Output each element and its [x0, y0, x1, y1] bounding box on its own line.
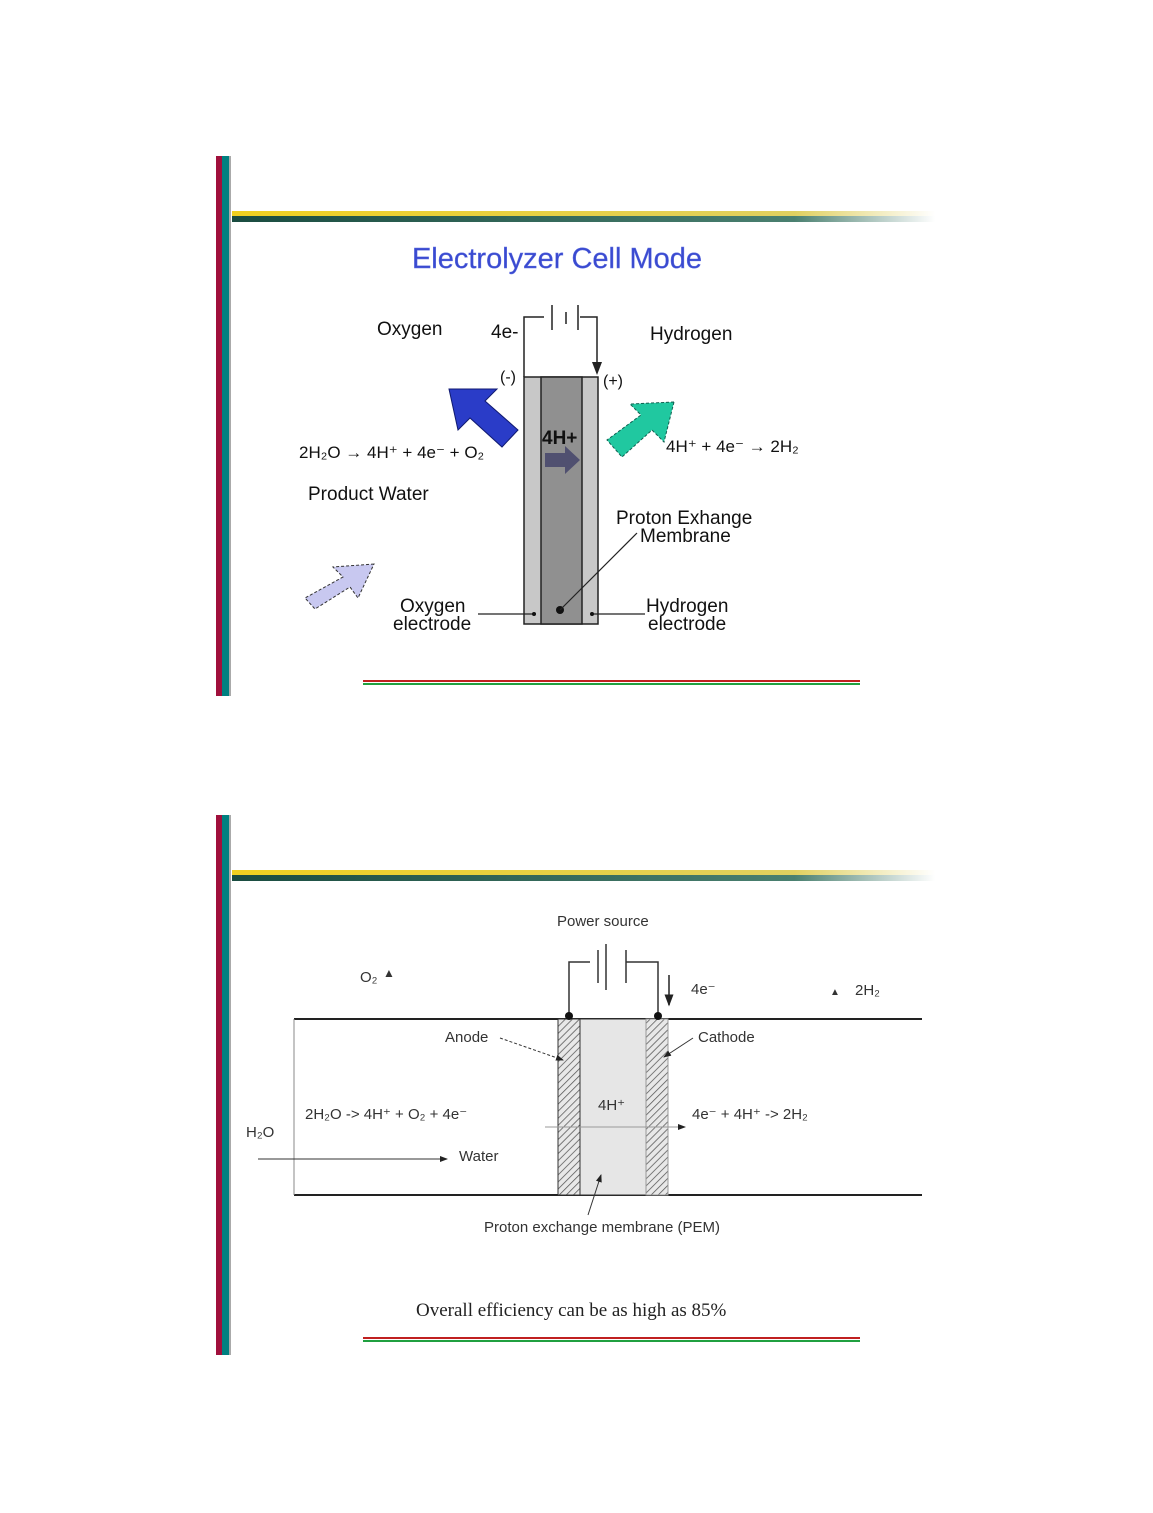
h2o-label: H₂O: [246, 1124, 275, 1141]
electrons-label: 4e-: [491, 322, 519, 343]
slide-bar-teal: [222, 156, 229, 696]
positive-terminal: (+): [603, 373, 623, 390]
oxygen-electrode-label-2: electrode: [393, 614, 472, 635]
header-band: [232, 211, 935, 216]
slide-bar-red: [216, 815, 222, 1355]
svg-text:▲: ▲: [830, 987, 840, 998]
oxygen-label: Oxygen: [377, 319, 443, 340]
h2-label: 2H₂: [855, 982, 880, 999]
battery-icon: [524, 305, 597, 377]
slide-bar-teal: [222, 815, 229, 1355]
proton-exchange-membrane: [541, 377, 582, 624]
pem-label: Proton exchange membrane (PEM): [484, 1219, 720, 1236]
oxygen-out-arrow-icon: [449, 389, 518, 447]
slide-2: [216, 815, 935, 1355]
slide-1: [216, 156, 935, 696]
electrons-label: 4e⁻: [691, 981, 716, 998]
header-band: [232, 870, 935, 875]
anode: [558, 1019, 580, 1195]
negative-terminal: (-): [500, 369, 516, 386]
product-water-label: Product Water: [308, 484, 429, 505]
power-source-icon: [569, 944, 658, 1016]
power-source-label: Power source: [557, 913, 649, 930]
oxygen-electrode-label-1: Oxygen: [400, 596, 466, 617]
hydrogen-label: Hydrogen: [650, 324, 733, 345]
footer-rule: [363, 1337, 860, 1339]
cathode-reaction: 4H⁺ + 4e⁻ → 2H₂: [666, 437, 799, 456]
hydrogen-out-arrow-icon: [607, 402, 674, 457]
protons-label: 4H+: [542, 428, 578, 449]
anode-label: Anode: [445, 1029, 489, 1046]
cathode-label: Cathode: [698, 1029, 755, 1046]
cathode-reaction: 4e⁻ + 4H⁺ -> 2H₂: [692, 1106, 808, 1123]
slide-title: Electrolyzer Cell Mode: [411, 243, 703, 275]
anode-reaction: 2H₂O → 4H⁺ + 4e⁻ + O₂: [299, 443, 485, 462]
pem-label-1: Proton Exhange: [616, 508, 753, 529]
cathode: [646, 1019, 668, 1195]
protons-label: 4H⁺: [598, 1097, 626, 1114]
slide-bar-red: [216, 156, 222, 696]
water-label: Water: [459, 1148, 499, 1165]
o2-label: O₂: [360, 969, 378, 986]
hydrogen-electrode-label-2: electrode: [648, 614, 727, 635]
footer-rule: [363, 680, 860, 682]
hydrogen-electrode-label-1: Hydrogen: [646, 596, 729, 617]
pem-label-2: Membrane: [640, 526, 731, 547]
svg-text:▲: ▲: [383, 966, 395, 980]
efficiency-note: Overall efficiency can be as high as 85%: [416, 1300, 727, 1321]
anode-reaction: 2H₂O -> 4H⁺ + O₂ + 4e⁻: [305, 1106, 468, 1123]
water-arrow-icon: [305, 564, 374, 609]
